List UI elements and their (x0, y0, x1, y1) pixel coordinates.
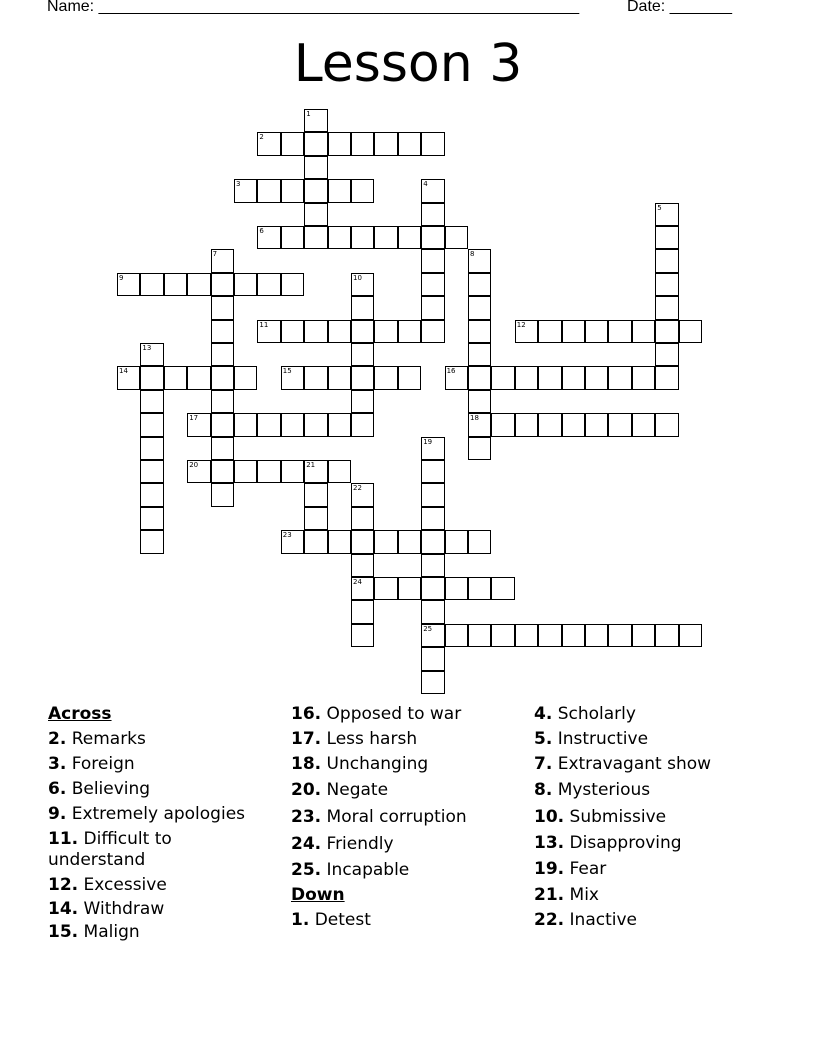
grid-cell[interactable] (632, 624, 655, 647)
grid-cell[interactable] (562, 320, 585, 343)
grid-cell[interactable] (608, 413, 631, 436)
grid-cell[interactable] (281, 460, 304, 483)
clue-number: 18 (470, 414, 479, 423)
grid-cell[interactable] (562, 413, 585, 436)
grid-cell[interactable] (351, 483, 374, 506)
grid-cell[interactable] (515, 320, 538, 343)
clue-number: 5 (657, 203, 662, 212)
clue-number: 14 (119, 367, 128, 376)
grid-cell[interactable] (211, 343, 234, 366)
grid-cell[interactable] (491, 366, 514, 389)
grid-cell[interactable] (421, 624, 444, 647)
clue-down-4: 4. Scholarly (534, 704, 636, 724)
grid-cell[interactable] (421, 554, 444, 577)
grid-cell[interactable] (515, 366, 538, 389)
grid-cell[interactable] (655, 366, 678, 389)
clue-number: 22 (353, 484, 362, 493)
grid-cell[interactable] (538, 624, 561, 647)
grid-cell[interactable] (491, 624, 514, 647)
grid-cell[interactable] (140, 460, 163, 483)
grid-cell[interactable] (328, 366, 351, 389)
grid-cell[interactable] (374, 530, 397, 553)
clue-number: 9 (119, 273, 124, 282)
grid-cell[interactable] (468, 343, 491, 366)
clue-across-6: 6. Believing (48, 779, 151, 799)
clue-number: 19 (423, 437, 433, 446)
grid-cell[interactable] (328, 320, 351, 343)
grid-cell[interactable] (538, 366, 561, 389)
grid-cell[interactable] (421, 530, 444, 553)
grid-cell[interactable] (421, 132, 444, 155)
grid-cell[interactable] (234, 273, 257, 296)
clue-number: 24 (353, 578, 362, 586)
clue-across-20: 20. Negate (291, 780, 389, 800)
grid-cell[interactable] (468, 437, 491, 460)
grid-cell[interactable] (421, 296, 444, 319)
grid-cell[interactable] (655, 249, 678, 272)
grid-cell[interactable] (398, 132, 421, 155)
grid-cell[interactable] (351, 507, 374, 530)
grid-cell[interactable] (140, 273, 163, 296)
grid-cell[interactable] (257, 320, 280, 343)
grid-cell[interactable] (140, 530, 163, 553)
grid-cell[interactable] (257, 179, 280, 202)
grid-cell[interactable] (655, 343, 678, 366)
clue-down-10: 10. Submissive (534, 807, 667, 827)
grid-cell[interactable] (164, 273, 187, 296)
grid-cell[interactable] (655, 273, 678, 296)
clue-number: 11 (259, 320, 269, 329)
clue-number: 4 (423, 180, 428, 189)
grid-cell[interactable] (164, 366, 187, 389)
grid-cell[interactable] (374, 366, 397, 389)
grid-cell[interactable] (140, 483, 163, 506)
clue-down-22: 22. Inactive (534, 910, 637, 930)
clue-number: 16 (446, 367, 456, 376)
clue-across-2: 2. Remarks (48, 729, 146, 749)
grid-cell[interactable] (351, 577, 374, 600)
grid-cell[interactable] (328, 179, 351, 202)
clue-across-11: 11. Difficult to understand (48, 829, 172, 870)
clue-down-21: 21. Mix (534, 885, 599, 905)
grid-cell[interactable] (304, 460, 327, 483)
grid-cell[interactable] (374, 577, 397, 600)
grid-cell[interactable] (421, 647, 444, 670)
grid-cell[interactable] (421, 273, 444, 296)
grid-cell[interactable] (374, 226, 397, 249)
grid-cell[interactable] (468, 413, 491, 436)
clue-across-12: 12. Excessive (48, 875, 167, 895)
grid-cell[interactable] (351, 390, 374, 413)
grid-cell[interactable] (328, 530, 351, 553)
grid-cell[interactable] (491, 577, 514, 600)
grid-cell[interactable] (398, 577, 421, 600)
grid-cell[interactable] (468, 530, 491, 553)
grid-cell[interactable] (211, 296, 234, 319)
grid-cell[interactable] (468, 366, 491, 389)
grid-cell[interactable] (515, 413, 538, 436)
grid-cell[interactable] (234, 366, 257, 389)
grid-cell[interactable] (632, 413, 655, 436)
grid-cell[interactable] (304, 320, 327, 343)
clue-number: 3 (236, 180, 241, 189)
clue-number: 1 (306, 110, 311, 118)
grid-cell[interactable] (187, 366, 210, 389)
grid-cell[interactable] (211, 483, 234, 506)
page-title: Lesson 3 (293, 34, 523, 94)
grid-cell[interactable] (211, 390, 234, 413)
grid-cell[interactable] (351, 600, 374, 623)
clues-column-1 (48, 702, 273, 944)
clue-down-1: 1. Detest (291, 910, 371, 930)
grid-cell[interactable] (257, 273, 280, 296)
grid-cell[interactable] (351, 296, 374, 319)
grid-cell[interactable] (445, 530, 468, 553)
grid-cell[interactable] (281, 226, 304, 249)
grid-cell[interactable] (351, 273, 374, 296)
clue-across-16: 16. Opposed to war (291, 704, 462, 724)
clue-number: 23 (282, 531, 292, 540)
grid-cell[interactable] (281, 179, 304, 202)
grid-cell[interactable] (468, 273, 491, 296)
grid-cell[interactable] (257, 132, 280, 155)
grid-cell[interactable] (655, 413, 678, 436)
grid-cell[interactable] (351, 530, 374, 553)
grid-cell[interactable] (421, 226, 444, 249)
grid-cell[interactable] (328, 226, 351, 249)
clue-across-3: 3. Foreign (48, 754, 135, 774)
grid-cell[interactable] (515, 624, 538, 647)
grid-cell[interactable] (211, 320, 234, 343)
grid-cell[interactable] (421, 460, 444, 483)
grid-cell[interactable] (281, 132, 304, 155)
clue-down-7: 7. Extravagant show (534, 754, 712, 774)
clue-across-23: 23. Moral corruption (291, 807, 467, 827)
grid-cell[interactable] (234, 179, 257, 202)
grid-cell[interactable] (374, 132, 397, 155)
grid-cell[interactable] (374, 320, 397, 343)
grid-cell[interactable] (351, 343, 374, 366)
grid-cell[interactable] (257, 460, 280, 483)
grid-cell[interactable] (281, 413, 304, 436)
grid-cell[interactable] (140, 390, 163, 413)
grid-cell[interactable] (468, 249, 491, 272)
grid-cell[interactable] (468, 390, 491, 413)
clue-number: 7 (212, 250, 218, 259)
clue-down-19: 19. Fear (534, 859, 607, 879)
grid-cell[interactable] (304, 530, 327, 553)
clue-number: 2 (259, 133, 264, 142)
grid-cell[interactable] (351, 132, 374, 155)
grid-cell[interactable] (304, 226, 327, 249)
grid-cell[interactable] (538, 320, 561, 343)
clue-number: 15 (282, 367, 292, 376)
grid-cell[interactable] (655, 203, 678, 226)
grid-cell[interactable] (468, 320, 491, 343)
grid-cell[interactable] (211, 460, 234, 483)
grid-cell[interactable] (585, 320, 608, 343)
clue-number: 25 (423, 624, 433, 633)
clue-across-14: 14. Withdraw (48, 899, 165, 919)
grid-cell[interactable] (304, 179, 327, 202)
grid-cell[interactable] (328, 413, 351, 436)
grid-cell[interactable] (117, 273, 140, 296)
grid-cell[interactable] (304, 483, 327, 506)
across-heading: Across (48, 704, 112, 724)
name-field-label: Name: ______________________________________________________ (47, 0, 580, 15)
grid-cell[interactable] (211, 273, 234, 296)
grid-cell[interactable] (140, 507, 163, 530)
clue-across-17: 17. Less harsh (291, 729, 418, 749)
date-field-label: Date: _______ (627, 0, 732, 15)
grid-cell[interactable] (585, 366, 608, 389)
grid-cell[interactable] (211, 249, 234, 272)
grid-cell[interactable] (655, 320, 678, 343)
grid-cell[interactable] (351, 320, 374, 343)
grid-cell[interactable] (632, 366, 655, 389)
grid-cell[interactable] (608, 624, 631, 647)
grid-cell[interactable] (351, 624, 374, 647)
grid-cell[interactable] (398, 530, 421, 553)
grid-cell[interactable] (538, 413, 561, 436)
grid-cell[interactable] (351, 554, 374, 577)
grid-cell[interactable] (398, 366, 421, 389)
grid-cell[interactable] (468, 296, 491, 319)
grid-cell[interactable] (351, 226, 374, 249)
grid-cell[interactable] (421, 507, 444, 530)
grid-cell[interactable] (655, 226, 678, 249)
grid-cell[interactable] (398, 226, 421, 249)
grid-cell[interactable] (234, 413, 257, 436)
grid-cell[interactable] (398, 320, 421, 343)
clue-across-25: 25. Incapable (291, 860, 410, 880)
grid-cell[interactable] (304, 413, 327, 436)
grid-cell[interactable] (304, 366, 327, 389)
grid-cell[interactable] (328, 460, 351, 483)
clue-down-13: 13. Disapproving (534, 833, 682, 853)
grid-cell[interactable] (679, 624, 702, 647)
clue-number: 8 (470, 250, 475, 259)
grid-cell[interactable] (281, 366, 304, 389)
grid-cell[interactable] (655, 296, 678, 319)
grid-cell[interactable] (140, 413, 163, 436)
grid-cell[interactable] (187, 460, 210, 483)
grid-cell[interactable] (468, 577, 491, 600)
clue-across-15: 15. Malign (48, 922, 140, 942)
clue-number: 6 (259, 227, 264, 235)
clue-down-8: 8. Mysterious (534, 780, 651, 800)
grid-cell[interactable] (281, 530, 304, 553)
grid-cell[interactable] (421, 320, 444, 343)
grid-cell[interactable] (304, 132, 327, 155)
grid-cell[interactable] (608, 366, 631, 389)
grid-cell[interactable] (328, 132, 351, 155)
grid-cell[interactable] (632, 320, 655, 343)
grid-cell[interactable] (445, 366, 468, 389)
grid-cell[interactable] (585, 413, 608, 436)
grid-cell[interactable] (421, 671, 444, 694)
grid-cell[interactable] (562, 624, 585, 647)
grid-cell[interactable] (211, 437, 234, 460)
grid-cell[interactable] (281, 273, 304, 296)
clue-number: 21 (306, 461, 316, 469)
grid-cell[interactable] (421, 600, 444, 623)
grid-cell[interactable] (421, 483, 444, 506)
clue-number: 13 (142, 344, 152, 352)
grid-cell[interactable] (421, 179, 444, 202)
grid-cell[interactable] (304, 109, 327, 132)
grid-cell[interactable] (304, 203, 327, 226)
grid-cell[interactable] (445, 624, 468, 647)
grid-cell[interactable] (562, 366, 585, 389)
grid-cell[interactable] (421, 577, 444, 600)
grid-cell[interactable] (491, 413, 514, 436)
grid-cell[interactable] (655, 624, 678, 647)
grid-cell[interactable] (421, 437, 444, 460)
grid-cell[interactable] (351, 413, 374, 436)
clues-column-3 (534, 702, 774, 933)
grid-cell[interactable] (211, 366, 234, 389)
clues-column-2 (291, 702, 521, 933)
grid-cell[interactable] (351, 179, 374, 202)
grid-cell[interactable] (445, 226, 468, 249)
clue-across-24: 24. Friendly (291, 834, 394, 854)
grid-cell[interactable] (281, 320, 304, 343)
grid-cell[interactable] (140, 437, 163, 460)
grid-cell[interactable] (304, 507, 327, 530)
grid-cell[interactable] (187, 273, 210, 296)
grid-cell[interactable] (140, 366, 163, 389)
clue-across-18: 18. Unchanging (291, 754, 429, 774)
grid-cell[interactable] (187, 413, 210, 436)
grid-cell[interactable] (468, 624, 491, 647)
grid-cell[interactable] (304, 156, 327, 179)
grid-cell[interactable] (140, 343, 163, 366)
grid-cell[interactable] (585, 624, 608, 647)
clue-down-5: 5. Instructive (534, 729, 649, 749)
grid-cell[interactable] (257, 226, 280, 249)
grid-cell[interactable] (679, 320, 702, 343)
grid-cell[interactable] (117, 366, 140, 389)
grid-cell[interactable] (608, 320, 631, 343)
grid-cell[interactable] (351, 366, 374, 389)
grid-cell[interactable] (257, 413, 280, 436)
grid-cell[interactable] (421, 203, 444, 226)
grid-cell[interactable] (234, 460, 257, 483)
grid-cell[interactable] (211, 413, 234, 436)
clue-number: 20 (189, 461, 199, 469)
down-heading: Down (291, 885, 345, 905)
clue-across-9: 9. Extremely apologies (48, 804, 246, 824)
clue-number: 12 (516, 320, 526, 329)
clue-number: 17 (189, 414, 199, 423)
clue-number: 10 (353, 273, 362, 282)
grid-cell[interactable] (421, 249, 444, 272)
grid-cell[interactable] (445, 577, 468, 600)
